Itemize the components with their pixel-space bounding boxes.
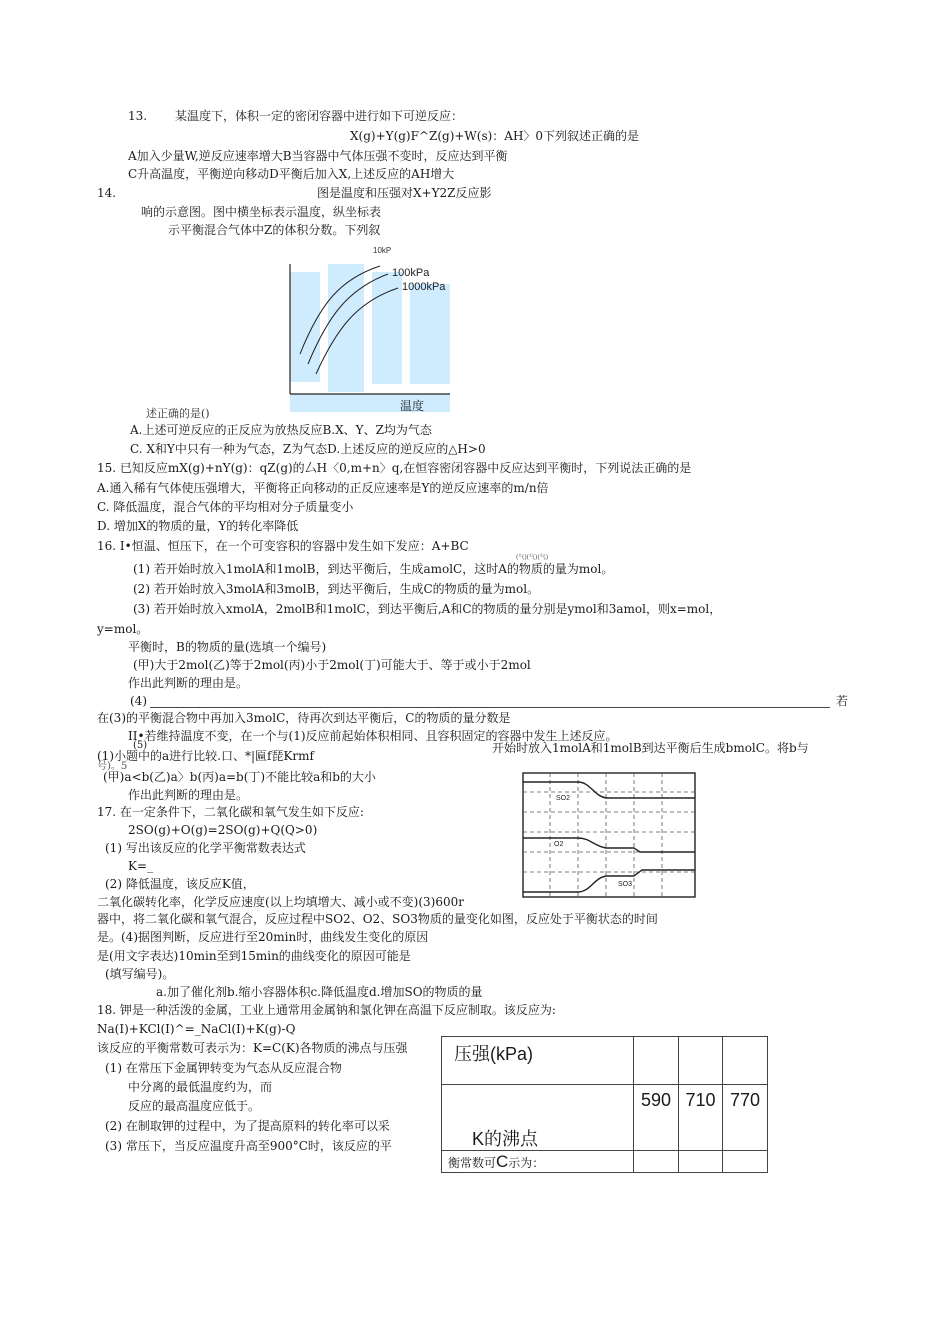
q16-part-4-text: 在(3)的平衡混合物中再加入3molC，待再次到达平衡后，C的物质的量分数是 xyxy=(97,711,511,725)
q16-part-3: (3) 若开始时放入xmolA，2molB和1molC，到达平衡后,A和C的物质的量分别是ymol和3amol，则x=mol， xyxy=(133,602,722,616)
q17-part-2-b: 二氧化碳转化率，化学反应速度(以上均填增大、减小或不变)(3)600r xyxy=(97,895,465,909)
q16-part-4: (4) xyxy=(130,694,147,708)
q16-states: (气)(气)(气) xyxy=(516,554,549,561)
q17-part-3: 器中，将二氧化碳和氧气混合，反应过程中SO2、O2、SO3物质的量变化如图，反应处于平衡状态的时间 xyxy=(97,912,658,926)
q17-k-expression: K=_ xyxy=(128,859,154,873)
label-1000kpa: 1000kPa xyxy=(402,281,446,293)
footer-tail: 示为： xyxy=(508,1156,545,1170)
q16-part-II: II•若维持温度不变，在一个与(1)反应前起始体积相同、且容积固定的容器中发生上述反应。 xyxy=(128,729,618,743)
q14-stem-3: 示平衡混合气体中Z的体积分数。下列叙 xyxy=(168,223,381,237)
q17-part-4-b: 是(用文字表达)10min至到15min的曲线变化的原因可能是 xyxy=(97,949,411,963)
q16-part-3-b: 平衡时，B的物质的量(选填一个编号) xyxy=(128,640,327,654)
q13-options-ab: A加入少量W,逆反应速率增大B当容器中气体压强不变时，反应达到平衡 xyxy=(128,149,508,163)
table-cell xyxy=(679,1037,723,1085)
so3-label: SO3 xyxy=(618,881,633,888)
q17-part-4-c: (填写编号)。 xyxy=(105,967,175,981)
label-10kpa: 10kP xyxy=(373,246,392,255)
x-axis-label: 温度 xyxy=(400,399,425,413)
q16-part-3-choices: (甲)大于2mol(乙)等于2mol(丙)小于2mol(丁)可能大于、等于或小于2mol xyxy=(133,658,531,672)
q16-part-5-compare: (1)小题中的a进行比较.口、*|匾f琵Krmf xyxy=(97,749,314,763)
table-cell xyxy=(634,1037,679,1085)
q13-equation: X(g)+Y(g)F^Z(g)+W(s)：AH〉0下列叙述正确的是 xyxy=(350,129,640,143)
table-footer-cell xyxy=(442,1151,634,1173)
q18-part-1-c: 反应的最高温度应低于。 xyxy=(128,1099,261,1113)
table-cell xyxy=(723,1037,768,1085)
q18-equation: Na(I)+KCl(I)^=_NaCl(I)+K(g)-Q xyxy=(97,1022,296,1036)
q17-figure xyxy=(520,770,700,902)
value-770: 770 xyxy=(729,1090,761,1110)
boiling-point-label: K的沸点 xyxy=(472,1129,539,1149)
table-row xyxy=(442,1037,768,1085)
q14-options-ab: A.上述可逆反应的正反应为放热反应B.X、Y、Z均为气态 xyxy=(130,423,432,437)
q15-option-d: D. 增加X的物质的量，Y的转化率降低 xyxy=(97,519,299,533)
q18-part-1: (1) 在常压下金属钾转变为气态从反应混合物 xyxy=(105,1061,342,1075)
q16-part-4-blank xyxy=(150,707,830,708)
q16-part-3-reason: 作出此判断的理由是。 xyxy=(128,676,249,690)
q17-part-4: 是。(4)据图判断，反应进行至20min时，曲线发生变化的原因 xyxy=(97,930,429,944)
table-cell xyxy=(679,1085,723,1151)
label-100kpa: 100kPa xyxy=(392,267,430,279)
footer-c: C xyxy=(496,1152,509,1171)
value-710: 710 xyxy=(685,1090,716,1110)
q16-part-5-choices: (甲)a<b(乙)a〉b(丙)a=b(丁)不能比较a和b的大小 xyxy=(103,770,376,784)
q13-options-cd: C升高温度，平衡逆向移动D平衡后加入X,上述反应的AH增大 xyxy=(128,167,455,181)
table-cell xyxy=(723,1085,768,1151)
q16-part-1: (1) 若开始时放入1molA和1molB，到达平衡后，生成amolC，这时A的物质的量为mol。 xyxy=(133,562,614,576)
q14-stem-4: 述正确的是() xyxy=(146,407,210,420)
q13-number: 13. xyxy=(128,109,148,123)
pressure-header: 压强(kPa) xyxy=(454,1044,534,1064)
table-cell xyxy=(679,1151,723,1173)
value-590: 590 xyxy=(640,1090,672,1110)
q18-k-expression: 该反应的平衡常数可表示为：K=C(K)各物质的沸点与压强 xyxy=(97,1041,408,1055)
table-row xyxy=(442,1085,768,1151)
o2-label: O2 xyxy=(554,841,564,848)
table-row xyxy=(442,1151,768,1173)
q16-stem: 16. I•恒温、恒压下，在一个可变容积的容器中发生如下发应：A+BC xyxy=(97,539,469,553)
q16-part-5-note: 号)。5 xyxy=(97,761,128,772)
table-cell xyxy=(634,1151,679,1173)
q15-option-ab: A.通入稀有气体使压强增大，平衡将正向移动的正反应速率是Y的逆反应速率的m/n倍 xyxy=(97,481,549,495)
q14-stem-1: 图是温度和压强对X+Y2Z反应影 xyxy=(317,186,492,200)
so2-label: SO2 xyxy=(556,795,571,802)
q18-part-3: (3) 常压下，当反应温度升高至900°C时，该反应的平 xyxy=(105,1139,392,1153)
q18-part-1-b: 中分离的最低温度约为，而 xyxy=(128,1080,273,1094)
table-header-cell xyxy=(442,1037,634,1085)
footer-text: 衡常数可 xyxy=(448,1156,497,1170)
q16-part-5-stem: 开始时放入1molA和1molB到达平衡后生成bmolC。将b与 xyxy=(492,741,809,755)
plot-frame xyxy=(523,773,695,897)
q14-stem-2: 响的示意图。图中横坐标表示温度，纵坐标表 xyxy=(141,205,382,219)
q17-part-1: (1) 写出该反应的化学平衡常数表达式 xyxy=(105,841,306,855)
q16-part-3-y: y=mol。 xyxy=(97,622,149,636)
q17-stem: 17. 在一定条件下，二氧化碳和氧气发生如下反应: xyxy=(97,805,364,819)
q14-number: 14. xyxy=(97,186,117,200)
q18-stem: 18. 钾是一种活泼的金属，工业上通常用金属钠和氯化钾在高温下反应制取。该反应为: xyxy=(97,1003,556,1017)
q13-stem: 某温度下，体积一定的密闭容器中进行如下可逆反应： xyxy=(175,109,464,123)
q14-options-cd: C. X和Y中只有一种为气态，Z为气态D.上述反应的逆反应的△H>0 xyxy=(130,442,486,456)
q16-part-4-tail: 若 xyxy=(836,694,849,708)
table-cell xyxy=(723,1151,768,1173)
boiling-point-table xyxy=(441,1036,768,1173)
q15-option-c: C. 降低温度，混合气体的平均相对分子质量变小 xyxy=(97,500,354,514)
table-label-cell xyxy=(442,1085,634,1151)
q17-part-2: (2) 降低温度，该反应K值， xyxy=(105,877,255,891)
q16-part-5-reason: 作出此判断的理由是。 xyxy=(128,788,249,802)
q17-options: a.加了催化剂b.缩小容器体积c.降低温度d.增加SO的物质的量 xyxy=(156,985,483,999)
q18-part-2: (2) 在制取钾的过程中，为了提高原料的转化率可以采 xyxy=(105,1119,390,1133)
q17-equation: 2SO(g)+O(g)=2SO(g)+Q(Q>0) xyxy=(128,823,318,837)
q15-stem: 15. 已知反应mX(g)+nY(g)：qZ(g)的厶H〈0,m+n〉q,在恒容密闭容器中反应达到平衡时，下列说法正确的是 xyxy=(97,461,692,475)
q14-figure xyxy=(280,244,460,416)
q16-part-5: (5) xyxy=(133,740,148,751)
table-cell xyxy=(634,1085,679,1151)
q16-part-2: (2) 若开始时放入3molA和3molB，到达平衡后，生成C的物质的量为mol。 xyxy=(133,582,540,596)
